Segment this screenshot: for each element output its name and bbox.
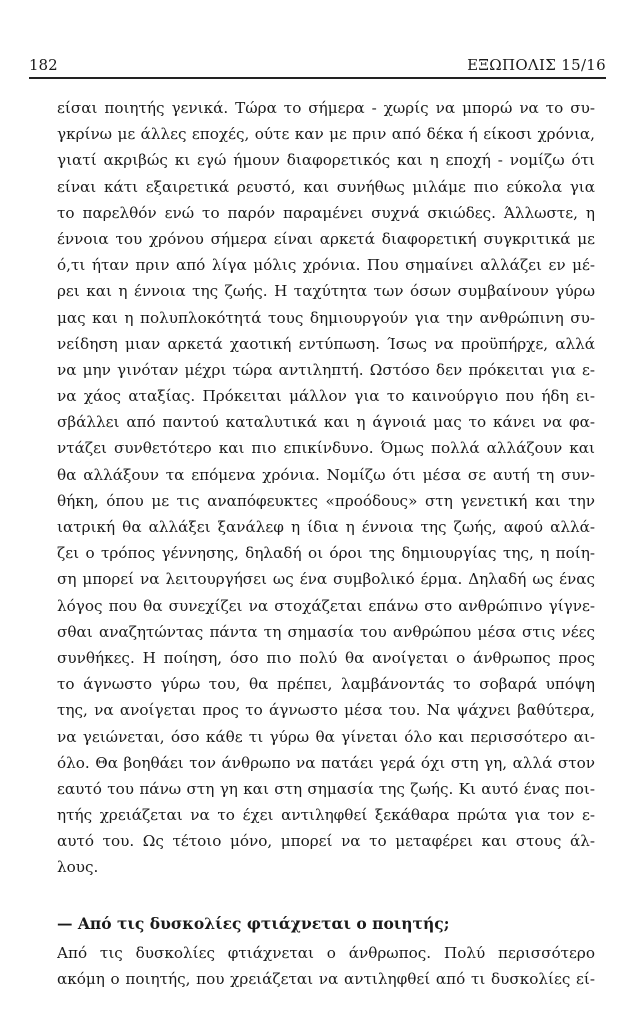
text-line: Από τις δυσκολίες φτιάχνεται ο άνθρωπος. Πολύ περισσότερο xyxy=(57,944,595,962)
text-line: να χάος αταξίας. Πρόκειται μάλλον για το καινούργιο που ήδη ει- xyxy=(57,387,595,406)
text-line: ό,τι ήταν πριν από λίγα μόλις χρόνια. Που σημαίνει αλλάζει εν μέ- xyxy=(57,256,595,275)
text-line: ακόμη ο ποιητής, που χρειάζεται να αντιληφθεί από τι δυσκολίες εί- xyxy=(57,970,595,989)
text-line: είσαι ποιητής γενικά. Τώρα το σήμερα - χωρίς να μπορώ να το συ- xyxy=(57,99,595,117)
text-line: μας και η πολυπλοκότητά τους δημιουργούν για την ανθρώπινη συ- xyxy=(57,308,595,327)
body-paragraph xyxy=(57,95,595,881)
text-line: λόγος που θα συνεχίζει να στοχάζεται επάνω στο ανθρώπινο γίγνε- xyxy=(57,596,595,615)
text-line: νείδηση μιαν αρκετά χαοτική εντύπωση. Ίσως να προϋπήρχε, αλλά xyxy=(57,334,595,353)
text-line: ητής χρειάζεται να το έχει αντιληφθεί ξεκάθαρα πρώτα για τον ε- xyxy=(57,806,595,825)
text-line: το παρελθόν ενώ το παρόν παραμένει συχνά σκιώδες. Άλλωστε, η xyxy=(57,203,595,222)
text-line: ρει και η έννοια της ζωής. Η ταχύτητα των όσων συμβαίνουν γύρω xyxy=(57,282,595,301)
answer-paragraph xyxy=(57,940,595,992)
text-line: θα αλλάξουν τα επόμενα χρόνια. Νομίζω ότι μέσα σε αυτή τη συν- xyxy=(57,465,595,484)
text-line: συνθήκες. Η ποίηση, όσο πιο πολύ θα ανοίγεται ο άνθρωπος προς xyxy=(57,648,595,667)
interview-question: — Από τις δυσκολίες φτιάχνεται ο ποιητής; xyxy=(57,914,450,933)
journal-header: ΕΞΩΠΟΛΙΣ 15/16 xyxy=(467,56,606,74)
text-line: ζει ο τρόπος γέννησης, δηλαδή οι όροι της δημιουργίας της, η ποίη- xyxy=(57,544,595,563)
text-line: εαυτό του πάνω στη γη και στη σημασία της ζωής. Κι αυτό ένας ποι- xyxy=(57,779,595,798)
text-line: ση μπορεί να λειτουργήσει ως ένα συμβολικό έρμα. Δηλαδή ως ένας xyxy=(57,570,595,589)
text-line: θήκη, όπου με τις αναπόφευκτες «προόδους» στη γενετική και την xyxy=(57,491,595,510)
text-line: το άγνωστο γύρω του, θα πρέπει, λαμβάνοντάς το σοβαρά υπόψη xyxy=(57,675,595,694)
text-line: λους. xyxy=(57,858,99,877)
text-line: να μην γινόταν μέχρι τώρα αντιληπτή. Ωστόσο δεν πρόκειται για ε- xyxy=(57,360,595,379)
header-rule xyxy=(29,77,606,79)
text-line: ντάζει συνθετότερο και πιο επικίνδυνο. Όμως πολλά αλλάζουν και xyxy=(57,439,595,458)
text-line: γιατί ακριβώς κι εγώ ήμουν διαφορετικός και η εποχή - νομίζω ότι xyxy=(57,151,595,170)
text-line: αυτό του. Ως τέτοιο μόνο, μπορεί να το μεταφέρει και στους άλ- xyxy=(57,832,595,851)
text-line: έννοια του χρόνου σήμερα είναι αρκετά διαφορετική συγκριτικά με xyxy=(57,229,595,248)
text-line: όλο. Θα βοηθάει τον άνθρωπο να πατάει γερά όχι στη γη, αλλά στον xyxy=(57,753,595,772)
text-line: να γειώνεται, όσο κάθε τι γύρω θα γίνεται όλο και περισσότερο αι- xyxy=(57,727,595,746)
text-line: σθαι αναζητώντας πάντα τη σημασία του ανθρώπου μέσα στις νέες xyxy=(57,622,595,641)
text-line: είναι κάτι εξαιρετικά ρευστό, και συνήθως μιλάμε πιο εύκολα για xyxy=(57,177,595,196)
text-line: σβάλλει από παντού καταλυτικά και η άγνοιά μας το κάνει να φα- xyxy=(57,413,595,432)
page-number: 182 xyxy=(29,56,58,74)
text-line: ιατρική θα αλλάξει ξανάλεφ η ίδια η έννοια της ζωής, αφού αλλά- xyxy=(57,518,595,536)
text-line: γκρίνω με άλλες εποχές, ούτε καν με πριν από δέκα ή είκοσι χρόνια, xyxy=(57,125,595,144)
text-line: της, να ανοίγεται προς το άγνωστο μέσα του. Να ψάχνει βαθύτερα, xyxy=(57,701,595,720)
